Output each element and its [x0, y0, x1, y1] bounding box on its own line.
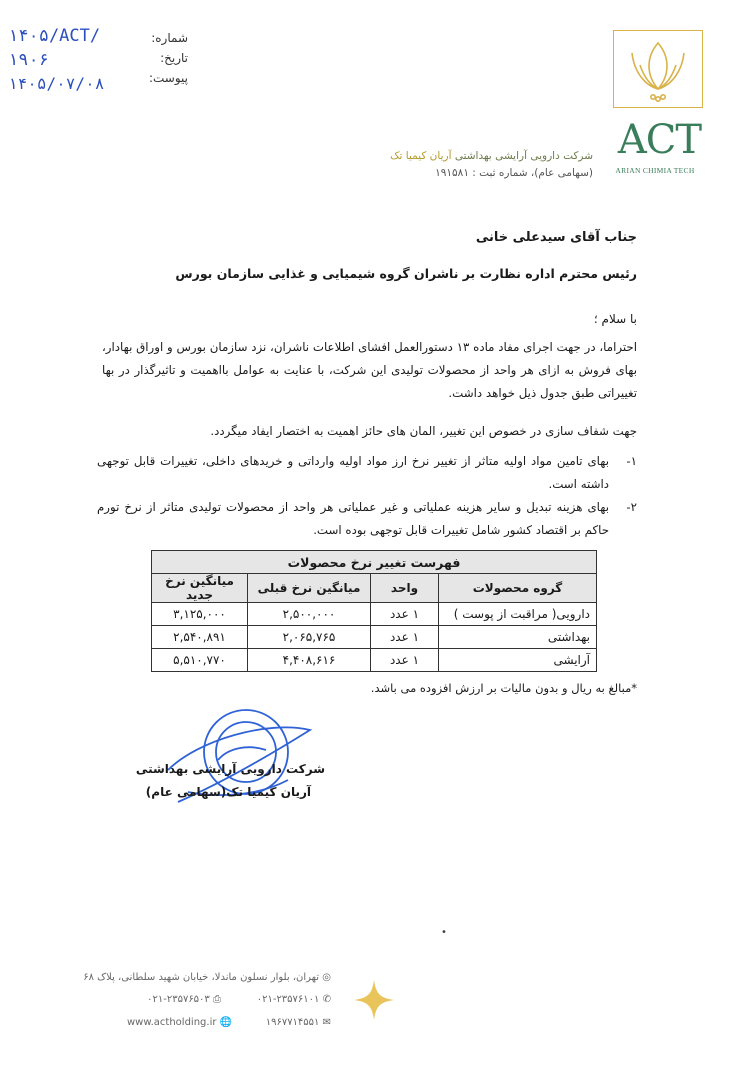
table-cell: ۲,۵۴۰,۸۹۱	[152, 626, 248, 649]
body-paragraph-1: احتراما، در جهت اجرای مفاد ماده ۱۳ دستورالعمل افشای اطلاعات ناشران، نزد سازمان بورس و اوراق بهادار، بهای فروش به ازای هر واحد از محصولات تولیدی این شرکت، با عنایت به عوامل بااهمیت و تاثیرگذار در بها تغییراتی طبق جدول ذیل خواهد داشت.	[102, 340, 637, 400]
attachment-label: پیوست:	[148, 71, 188, 85]
signature-line-2: آریان کیمیا تک(سهامی عام)	[145, 785, 311, 799]
list-item-text: بهای تامین مواد اولیه متاثر از تغییر نرخ ارز مواد اولیه وارداتی و خریدهای داخلی، تغییرات قابل توجهی داشته است.	[97, 454, 609, 491]
list-item-text: بهای هزینه تبدیل و سایر هزینه عملیاتی و غیر عملیاتی هر واحد از محصولات تولیدی متاثر از نرخ تورم حاکم بر اقتصاد کشور شامل تغییرات قابل توجهی بوده است.	[97, 500, 609, 537]
footer-phone-text: ۰۲۱-۲۳۵۷۶۱۰۱	[256, 994, 320, 1005]
table-cell: ۴,۴۰۸,۶۱۶	[248, 649, 371, 672]
list-item-number: ۲-	[626, 500, 637, 514]
footer-fax-text: ۰۲۱-۲۳۵۷۶۵۰۳	[147, 994, 210, 1005]
addressee-title: رئیس محترم اداره نظارت بر ناشران گروه شیمیایی و غذایی سازمان بورس	[175, 266, 637, 281]
star-icon	[352, 978, 396, 1022]
table-cell: ۱ عدد	[371, 649, 439, 672]
lotus-icon	[614, 31, 702, 107]
greeting: با سلام ؛	[593, 312, 637, 326]
company-logo-emblem	[613, 30, 703, 108]
logo-text: ACT	[617, 117, 702, 163]
footer-website-text[interactable]: www.actholding.ir	[127, 1017, 217, 1028]
table-cell: ۵,۵۱۰,۷۷۰	[152, 649, 248, 672]
table-header-cell: گروه محصولات	[439, 574, 597, 603]
table-row	[152, 626, 597, 649]
number-value: ۱۴۰۵/ACT/۱۹۰۶	[8, 26, 101, 70]
phone-icon: ✆	[322, 994, 331, 1005]
footer-address-text: تهران، بلوار نسلون ماندلا، خیابان شهید سلطانی، پلاک ۶۸	[83, 972, 320, 983]
letter-meta-labels	[128, 28, 188, 88]
table-row	[152, 603, 597, 626]
scan-mark-icon: •	[441, 927, 447, 938]
table-header-cell: واحد	[371, 574, 439, 603]
date-value: ۱۴۰۵/۰۷/۰۸	[8, 74, 105, 93]
addressee-name: جناب آقای سیدعلی خانی	[475, 230, 637, 245]
number-label: شماره:	[151, 31, 188, 45]
location-icon: ◎	[322, 972, 331, 983]
table-cell: ۳,۱۲۵,۰۰۰	[152, 603, 248, 626]
company-stamp-icon	[158, 700, 318, 820]
company-registration: (سهامی عام)، شماره ثبت : ۱۹۱۵۸۱	[435, 167, 593, 179]
letter-meta-values	[8, 24, 128, 96]
table-cell: بهداشتی	[439, 626, 597, 649]
company-name-highlight: آریان کیمیا تک	[390, 150, 452, 162]
price-change-table	[151, 550, 597, 672]
table-header-row	[152, 574, 597, 603]
fax-icon: ⎙	[213, 994, 221, 1005]
mail-icon: ✉	[322, 1017, 331, 1028]
footer-postal-text: ۱۹۶۷۷۱۴۵۵۱	[265, 1017, 320, 1028]
table-caption: فهرست تغییر نرخ محصولات	[152, 551, 597, 574]
company-name-line	[193, 150, 593, 162]
date-label: تاریخ:	[160, 51, 188, 65]
footer-fax	[101, 994, 221, 1005]
table-header-cell: میانگین نرخ جدید	[152, 574, 248, 603]
list-item-number: ۱-	[626, 454, 637, 468]
logo-subtitle: ARIAN CHIMIA TECH	[615, 166, 695, 175]
table-header-cell: میانگین نرخ قبلی	[248, 574, 371, 603]
company-name-prefix: شرکت دارویی آرایشی بهداشتی	[451, 150, 593, 162]
table-cell: آرایشی	[439, 649, 597, 672]
footer-address	[31, 972, 331, 983]
table-cell: ۱ عدد	[371, 603, 439, 626]
table-cell: دارویی( مراقبت از پوست )	[439, 603, 597, 626]
table-footnote: *مبالغ به ریال و بدون مالیات بر ارزش افزوده می باشد.	[370, 681, 637, 695]
table-cell: ۱ عدد	[371, 626, 439, 649]
table-cell: ۲,۵۰۰,۰۰۰	[248, 603, 371, 626]
globe-icon: 🌐	[219, 1017, 233, 1028]
list-item	[97, 450, 637, 496]
body-paragraph-2: جهت شفاف سازی در خصوص این تغییر، المان های حائز اهمیت به اختصار ایفاد میگردد.	[210, 424, 637, 438]
signature-line-1: شرکت دارویی آرایشی بهداشتی	[135, 762, 325, 776]
footer-website[interactable]	[127, 1017, 247, 1028]
list-item	[97, 496, 637, 542]
table-row	[152, 649, 597, 672]
table-cell: ۲,۰۶۵,۷۶۵	[248, 626, 371, 649]
